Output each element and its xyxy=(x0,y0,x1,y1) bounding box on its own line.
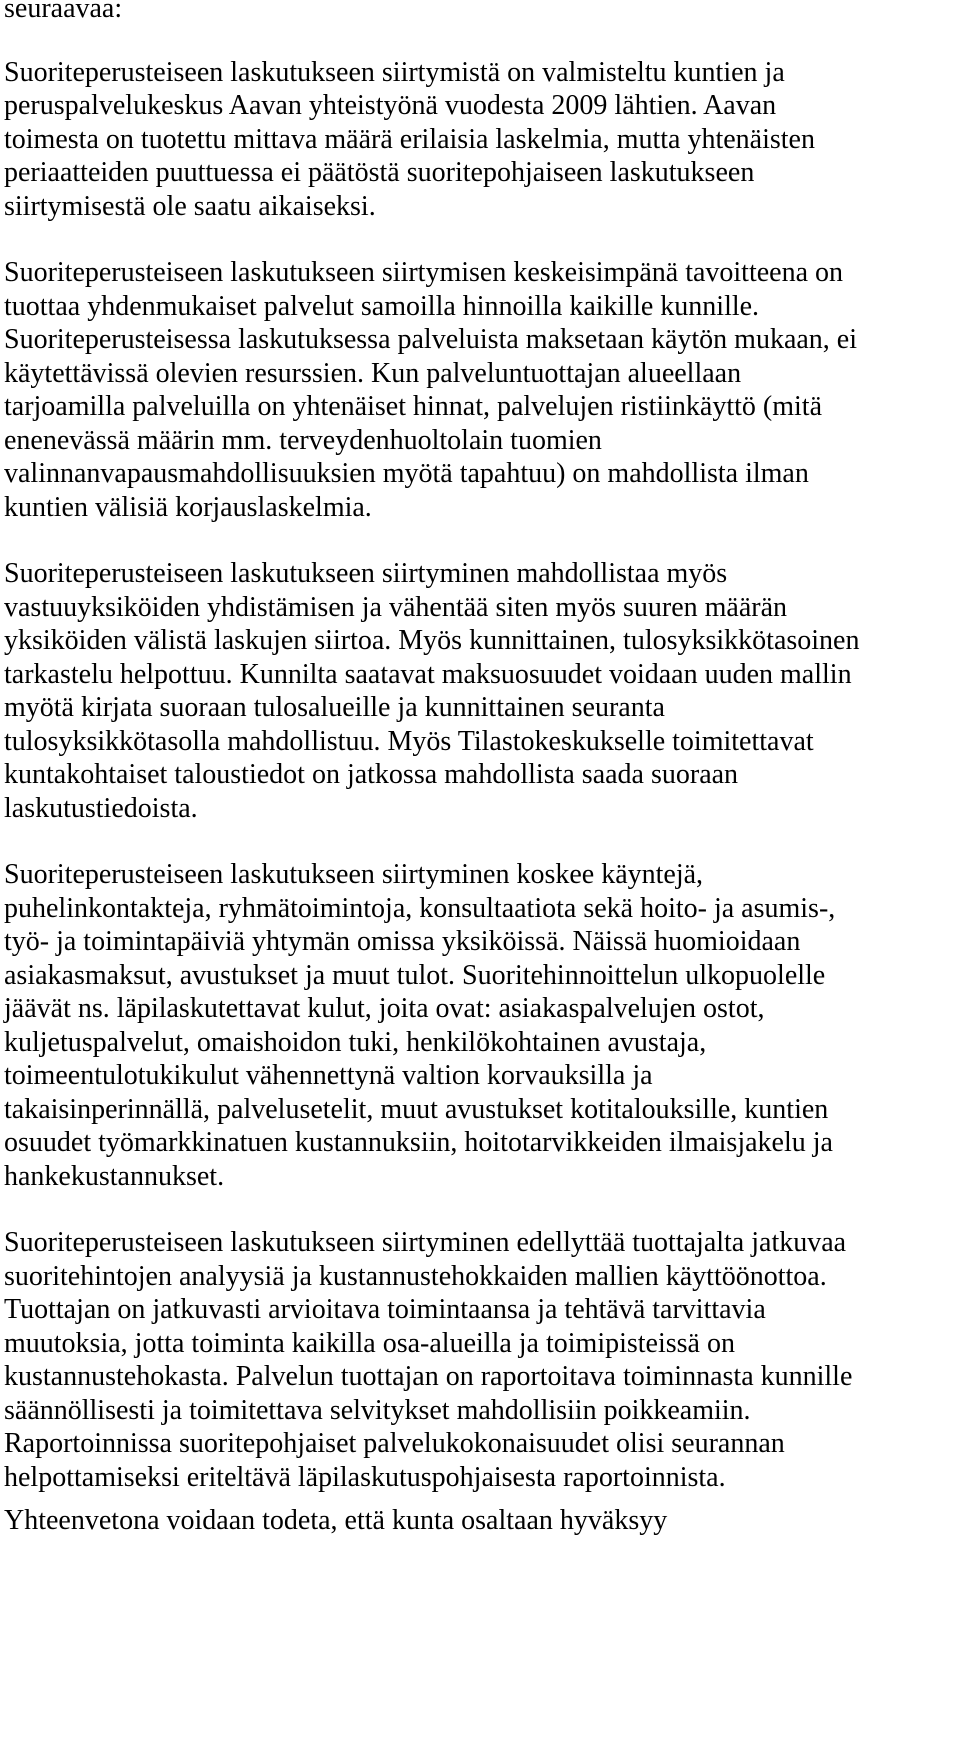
text-line: seuraavaa: xyxy=(4,0,123,24)
text-line: osuudet työmarkkinatuen kustannuksiin, hoitotarvikkeiden ilmaisjakelu ja xyxy=(4,1127,833,1158)
text-line: kustannustehokasta. Palvelun tuottajan on raportoitava toiminnasta kunnille xyxy=(4,1361,853,1392)
text-line: laskutustiedoista. xyxy=(4,793,198,824)
text-line: takaisinperinnällä, palvelusetelit, muut avustukset kotitalouksille, kuntien xyxy=(4,1094,829,1125)
text-line: käytettävissä olevien resurssien. Kun palveluntuottajan alueellaan xyxy=(4,358,742,389)
text-line: Suoriteperusteiseen laskutukseen siirtymisen keskeisimpänä tavoitteena on xyxy=(4,257,844,288)
text-line: kuntien välisiä korjauslaskelmia. xyxy=(4,492,372,523)
text-line: kuljetuspalvelut, omaishoidon tuki, henkilökohtainen avustaja, xyxy=(4,1027,707,1058)
text-line: myötä kirjata suoraan tulosalueille ja kunnittainen seuranta xyxy=(4,692,665,723)
text-line: toimeentulotukikulut vähennettynä valtion korvauksilla ja xyxy=(4,1060,653,1091)
text-line: Suoriteperusteiseen laskutukseen siirtymistä on valmisteltu kuntien ja xyxy=(4,57,785,88)
text-line: vastuuyksiköiden yhdistämisen ja vähentää siten myös suuren määrän xyxy=(4,592,788,623)
text-line: hankekustannukset. xyxy=(4,1161,225,1192)
text-line: Suoriteperusteiseen laskutukseen siirtyminen mahdollistaa myös xyxy=(4,558,728,589)
text-line: jäävät ns. läpilaskutettavat kulut, joita ovat: asiakaspalvelujen ostot, xyxy=(4,993,765,1024)
text-line: tarkastelu helpottuu. Kunnilta saatavat maksuosuudet voidaan uuden mallin xyxy=(4,659,852,690)
text-line: peruspalvelukeskus Aavan yhteistyönä vuodesta 2009 lähtien. Aavan xyxy=(4,90,777,121)
text-line: siirtymisestä ole saatu aikaiseksi. xyxy=(4,191,376,222)
text-line: helpottamiseksi eriteltävä läpilaskutuspohjaisesta raportoinnista. xyxy=(4,1462,726,1493)
text-line: enenevässä määrin mm. terveydenhuoltolain tuomien xyxy=(4,425,602,456)
text-line: valinnanvapausmahdollisuuksien myötä tapahtuu) on mahdollista ilman xyxy=(4,458,809,489)
text-line: suoritehintojen analyysiä ja kustannustehokkaiden mallien käyttöönottoa. xyxy=(4,1261,827,1292)
text-line: puhelinkontakteja, ryhmätoimintoja, konsultaatiota sekä hoito- ja asumis-, xyxy=(4,893,836,924)
text-line: tulosyksikkötasolla mahdollistuu. Myös Tilastokeskukselle toimitettavat xyxy=(4,726,814,757)
text-line: toimesta on tuotettu mittava määrä erilaisia laskelmia, mutta yhtenäisten xyxy=(4,124,815,155)
text-line: tuottaa yhdenmukaiset palvelut samoilla hinnoilla kaikille kunnille. xyxy=(4,291,760,322)
text-line: kuntakohtaiset taloustiedot on jatkossa mahdollista saada suoraan xyxy=(4,759,739,790)
text-line: muutoksia, jotta toiminta kaikilla osa-alueilla ja toimipisteissä on xyxy=(4,1328,735,1359)
text-line: asiakasmaksut, avustukset ja muut tulot. Suoritehinnoittelun ulkopuolelle xyxy=(4,960,826,991)
text-line: Suoriteperusteiseen laskutukseen siirtyminen edellyttää tuottajalta jatkuvaa xyxy=(4,1227,847,1258)
text-line: Suoriteperusteisessa laskutuksessa palveluista maksetaan käytön mukaan, ei xyxy=(4,324,858,355)
text-line: säännöllisesti ja toimitettava selvitykset mahdollisiin poikkeamiin. xyxy=(4,1395,751,1426)
text-line: työ- ja toimintapäiviä yhtymän omissa yksiköissä. Näissä huomioidaan xyxy=(4,926,801,957)
text-line: Tuottajan on jatkuvasti arvioitava toimintaansa ja tehtävä tarvittavia xyxy=(4,1294,766,1325)
text-line: Raportoinnissa suoritepohjaiset palvelukokonaisuudet olisi seurannan xyxy=(4,1428,785,1459)
text-line: periaatteiden puuttuessa ei päätöstä suoritepohjaiseen laskutukseen xyxy=(4,157,755,188)
text-line: Suoriteperusteiseen laskutukseen siirtyminen koskee käyntejä, xyxy=(4,859,704,890)
text-line: Yhteenvetona voidaan todeta, että kunta osaltaan hyväksyy xyxy=(4,1505,668,1536)
text-line: yksiköiden välistä laskujen siirtoa. Myös kunnittainen, tulosyksikkötasoinen xyxy=(4,625,860,656)
text-line: tarjoamilla palveluilla on yhtenäiset hinnat, palvelujen ristiinkäyttö (mitä xyxy=(4,391,823,422)
